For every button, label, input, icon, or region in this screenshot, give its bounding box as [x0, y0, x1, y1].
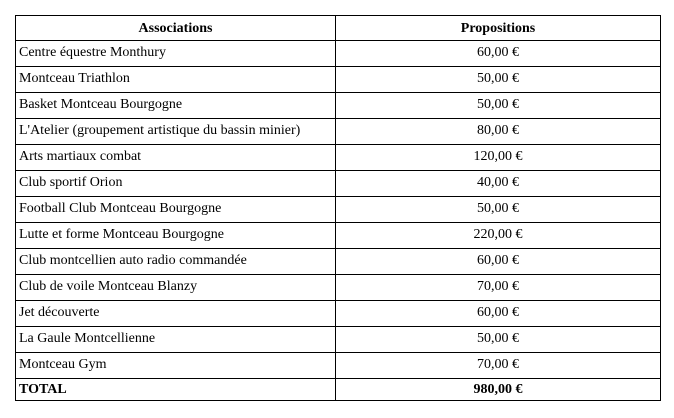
table-row: [16, 353, 661, 379]
proposition-amount: 60,00 €: [336, 249, 661, 275]
proposition-amount: 50,00 €: [336, 93, 661, 119]
association-name: Centre équestre Monthury: [16, 41, 336, 67]
header-associations: Associations: [16, 16, 336, 41]
proposition-amount: 50,00 €: [336, 327, 661, 353]
table-row: [16, 119, 661, 145]
table-row: [16, 249, 661, 275]
header-row: [16, 16, 661, 41]
table-row: [16, 197, 661, 223]
table-row: [16, 327, 661, 353]
table-row: [16, 67, 661, 93]
proposition-amount: 60,00 €: [336, 301, 661, 327]
proposition-amount: 60,00 €: [336, 41, 661, 67]
proposition-amount: 80,00 €: [336, 119, 661, 145]
table-row: [16, 171, 661, 197]
association-name: Montceau Triathlon: [16, 67, 336, 93]
table-row: [16, 223, 661, 249]
table-row: [16, 275, 661, 301]
association-name: Club de voile Montceau Blanzy: [16, 275, 336, 301]
proposition-amount: 120,00 €: [336, 145, 661, 171]
proposition-amount: 50,00 €: [336, 67, 661, 93]
association-name: L'Atelier (groupement artistique du bassin minier): [16, 119, 336, 145]
association-name: Basket Montceau Bourgogne: [16, 93, 336, 119]
association-name: Football Club Montceau Bourgogne: [16, 197, 336, 223]
table-footer: [16, 379, 661, 401]
proposition-amount: 70,00 €: [336, 353, 661, 379]
association-name: Arts martiaux combat: [16, 145, 336, 171]
association-name: Montceau Gym: [16, 353, 336, 379]
total-row: [16, 379, 661, 401]
table-row: [16, 301, 661, 327]
association-name: Jet découverte: [16, 301, 336, 327]
table-header: [16, 16, 661, 41]
total-value: 980,00 €: [336, 379, 661, 401]
total-label: TOTAL: [16, 379, 336, 401]
table-row: [16, 145, 661, 171]
association-name: Club montcellien auto radio commandée: [16, 249, 336, 275]
table-row: [16, 93, 661, 119]
table-body: [16, 41, 661, 379]
proposition-amount: 220,00 €: [336, 223, 661, 249]
proposition-amount: 70,00 €: [336, 275, 661, 301]
association-name: Club sportif Orion: [16, 171, 336, 197]
associations-table: [15, 15, 661, 401]
proposition-amount: 40,00 €: [336, 171, 661, 197]
header-propositions: Propositions: [336, 16, 661, 41]
proposition-amount: 50,00 €: [336, 197, 661, 223]
association-name: La Gaule Montcellienne: [16, 327, 336, 353]
table-row: [16, 41, 661, 67]
association-name: Lutte et forme Montceau Bourgogne: [16, 223, 336, 249]
